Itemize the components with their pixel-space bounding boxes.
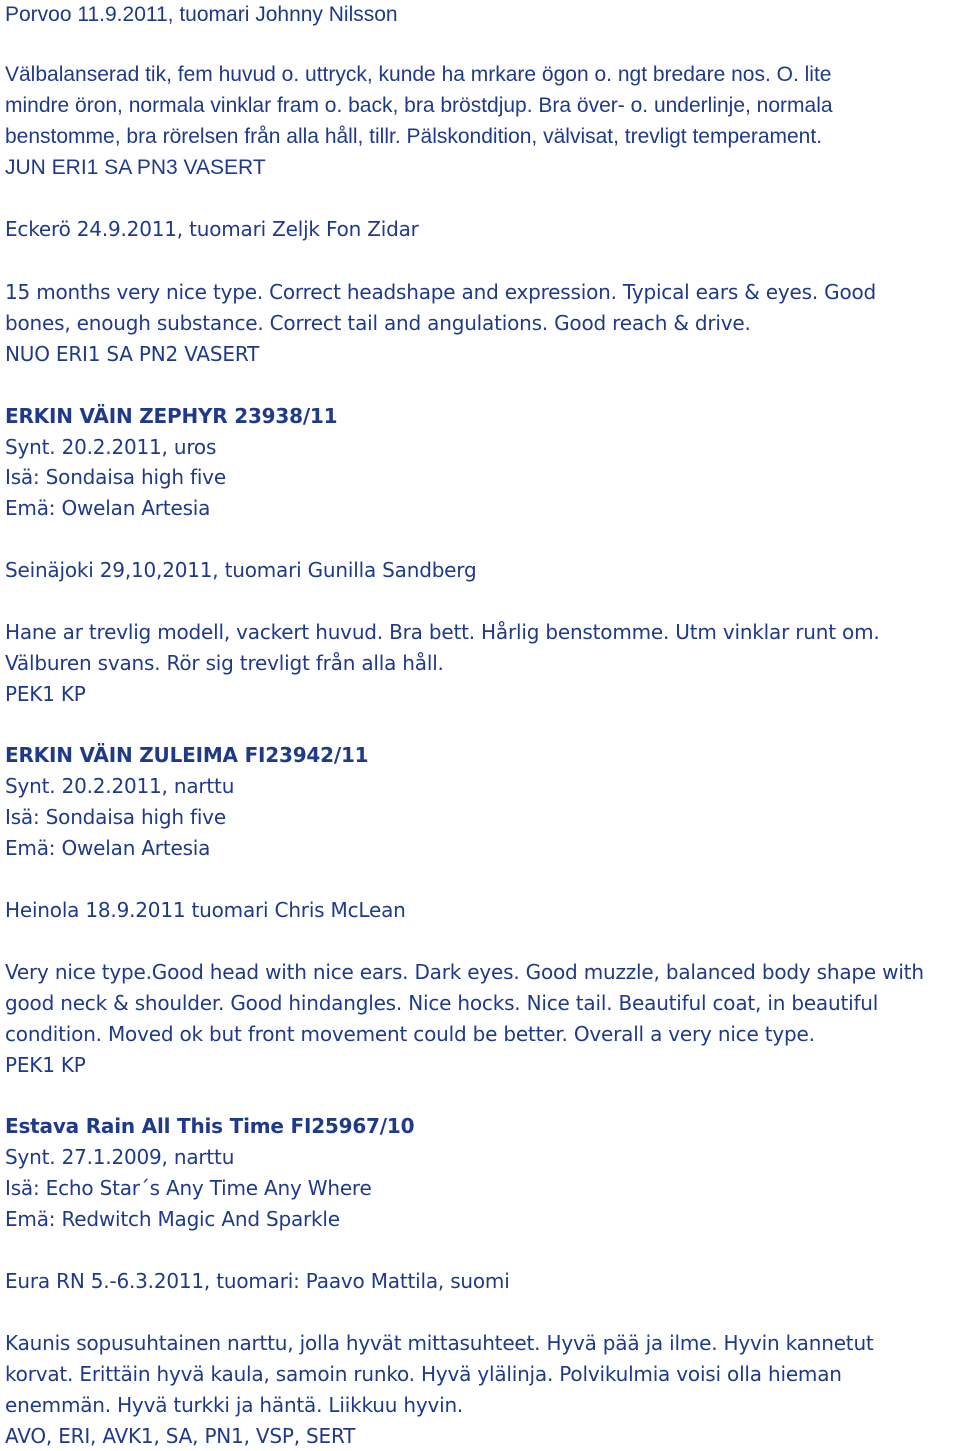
sire-info: Isä: Echo Star´s Any Time Any Where: [5, 1176, 372, 1200]
dog-name-heading: Estava Rain All This Time FI25967/10: [5, 1114, 415, 1138]
critique-text: Välbalanserad tik, fem huvud o. uttryck, kunde ha mrkare ögon o. ngt bredare nos. O. lite: [5, 63, 832, 86]
birth-info: Synt. 20.2.2011, narttu: [5, 774, 235, 798]
award-result: PEK1 KP: [5, 682, 86, 706]
award-result: PEK1 KP: [5, 1053, 86, 1077]
critique-text: 15 months very nice type. Correct headshape and expression. Typical ears & eyes. Good: [5, 280, 877, 304]
critique-text: enemmän. Hyvä turkki ja häntä. Liikkuu hyvin.: [5, 1393, 464, 1417]
critique-text: good neck & shoulder. Good hindangles. Nice hocks. Nice tail. Beautiful coat, in beautiful: [5, 991, 879, 1015]
critique-text: mindre öron, normala vinklar fram o. back, bra bröstdjup. Bra över- o. underlinje, normala: [5, 94, 833, 117]
show-location-date-judge: Porvoo 11.9.2011, tuomari Johnny Nilsson: [5, 3, 398, 26]
dam-info: Emä: Owelan Artesia: [5, 496, 211, 520]
critique-text: Very nice type.Good head with nice ears. Dark eyes. Good muzzle, balanced body shape with: [5, 960, 924, 984]
critique-text: Hane ar trevlig modell, vackert huvud. Bra bett. Hårlig benstomme. Utm vinklar runt om.: [5, 620, 880, 644]
critique-text: Kaunis sopusuhtainen narttu, jolla hyvät mittasuhteet. Hyvä pää ja ilme. Hyvin kannetut: [5, 1331, 874, 1355]
show-location-date-judge: Eura RN 5.-6.3.2011, tuomari: Paavo Mattila, suomi: [5, 1269, 510, 1293]
birth-info: Synt. 27.1.2009, narttu: [5, 1145, 235, 1169]
dam-info: Emä: Redwitch Magic And Sparkle: [5, 1207, 340, 1231]
dam-info: Emä: Owelan Artesia: [5, 836, 211, 860]
award-result: NUO ERI1 SA PN2 VASERT: [5, 342, 260, 366]
critique-text: korvat. Erittäin hyvä kaula, samoin runko. Hyvä ylälinja. Polvikulmia voisi olla hieman: [5, 1362, 842, 1386]
critique-text: benstomme, bra rörelsen från alla håll, tillr. Pälskondition, välvisat, trevligt temperament.: [5, 125, 823, 148]
birth-info: Synt. 20.2.2011, uros: [5, 435, 217, 459]
critique-text: condition. Moved ok but front movement could be better. Overall a very nice type.: [5, 1022, 815, 1046]
award-result: JUN ERI1 SA PN3 VASERT: [5, 156, 266, 179]
show-location-date-judge: Eckerö 24.9.2011, tuomari Zeljk Fon Zidar: [5, 217, 419, 241]
award-result: AVO, ERI, AVK1, SA, PN1, VSP, SERT: [5, 1424, 356, 1448]
dog-name-heading: ERKIN VÄIN ZULEIMA FI23942/11: [5, 743, 369, 767]
sire-info: Isä: Sondaisa high five: [5, 805, 226, 829]
show-location-date-judge: Heinola 18.9.2011 tuomari Chris McLean: [5, 898, 406, 922]
sire-info: Isä: Sondaisa high five: [5, 465, 226, 489]
critique-text: Välburen svans. Rör sig trevligt från alla håll.: [5, 651, 444, 675]
critique-text: bones, enough substance. Correct tail and angulations. Good reach & drive.: [5, 311, 751, 335]
show-location-date-judge: Seinäjoki 29,10,2011, tuomari Gunilla Sandberg: [5, 558, 477, 582]
dog-name-heading: ERKIN VÄIN ZEPHYR 23938/11: [5, 404, 338, 428]
